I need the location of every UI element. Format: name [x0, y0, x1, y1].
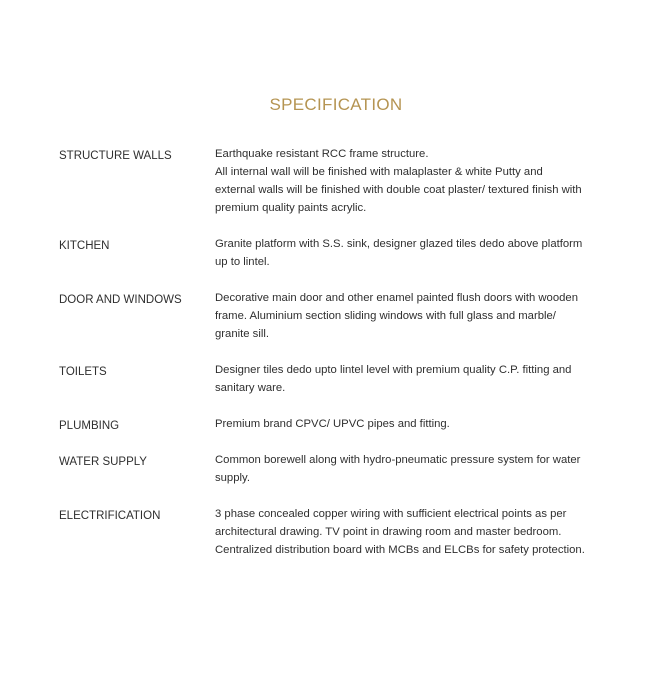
spec-line: 3 phase concealed copper wiring with sufficient electrical points as per	[215, 508, 567, 520]
spec-line: architectural drawing. TV point in drawing room and master bedroom.	[215, 526, 562, 538]
spec-label: STRUCTURE WALLS	[59, 150, 172, 162]
spec-line: Granite platform with S.S. sink, designer glazed tiles dedo above platform	[215, 238, 583, 250]
spec-row-water-supply	[59, 451, 619, 505]
spec-line: Designer tiles dedo upto lintel level with premium quality C.P. fitting and	[215, 364, 572, 376]
spec-line: Centralized distribution board with MCBs and ELCBs for safety protection.	[215, 544, 585, 556]
spec-label: PLUMBING	[59, 420, 120, 432]
spec-description	[215, 415, 617, 433]
spec-row-door-and-windows	[59, 289, 619, 361]
spec-line: up to lintel.	[215, 256, 270, 268]
spec-line: All internal wall will be finished with malaplaster & white Putty and	[215, 166, 543, 178]
spec-line: frame. Aluminium section sliding windows with full glass and marble/	[215, 310, 556, 322]
spec-line: external walls will be finished with double coat plaster/ textured finish with	[215, 184, 582, 196]
spec-line: supply.	[215, 472, 250, 484]
spec-line: Common borewell along with hydro-pneumatic pressure system for water	[215, 454, 581, 466]
spec-row-structure-walls	[59, 145, 619, 235]
spec-row-toilets	[59, 361, 619, 415]
spec-description	[215, 235, 617, 271]
spec-label: WATER SUPPLY	[59, 456, 147, 468]
spec-line: premium quality paints acrylic.	[215, 202, 367, 214]
spec-description	[215, 145, 617, 217]
spec-description	[215, 505, 617, 559]
spec-row-electrification	[59, 505, 619, 559]
spec-line: granite sill.	[215, 328, 269, 340]
spec-row-kitchen	[59, 235, 619, 289]
spec-line: Premium brand CPVC/ UPVC pipes and fitting.	[215, 418, 450, 430]
spec-label: DOOR AND WINDOWS	[59, 294, 182, 306]
spec-description	[215, 289, 617, 343]
page-title: SPECIFICATION	[269, 95, 403, 114]
spec-label: TOILETS	[59, 366, 107, 378]
spec-row-plumbing	[59, 415, 619, 451]
spec-label: KITCHEN	[59, 240, 110, 252]
spec-description	[215, 451, 617, 487]
spec-line: Earthquake resistant RCC frame structure.	[215, 148, 429, 160]
spec-label: ELECTRIFICATION	[59, 510, 161, 522]
spec-line: Decorative main door and other enamel painted flush doors with wooden	[215, 292, 578, 304]
spec-description	[215, 361, 617, 397]
spec-line: sanitary ware.	[215, 382, 286, 394]
specification-list	[59, 145, 619, 559]
